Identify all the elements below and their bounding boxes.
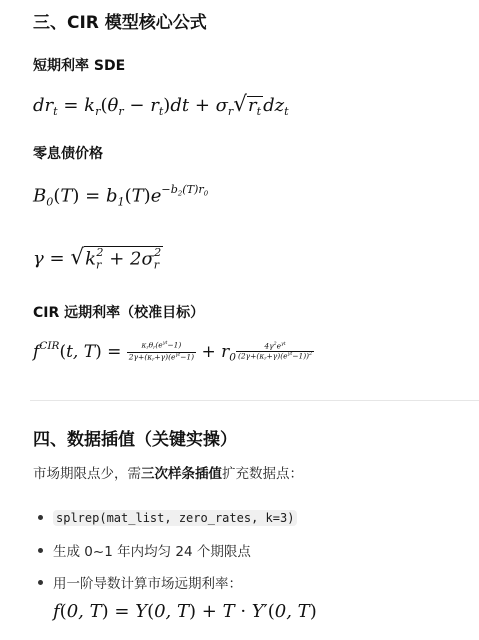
section3-title: 三、CIR 模型核心公式 — [33, 13, 207, 33]
section4-intro — [33, 462, 303, 482]
market-forward-formula: f(0, T) = Y(0, T) + T · Y′(0, T) — [53, 601, 317, 622]
section4-title: 四、数据插值（关键实操） — [33, 430, 237, 450]
bullet-dot — [38, 580, 43, 585]
intro-bold: 三次样条插值 — [141, 466, 222, 482]
forward-fraction-2: $\frac{4\gamma^2e^{\gamma t}}{(2\gamma+(\kappa_r+\gamma)(e^{\gamma t}-1))^2}$ — [237, 341, 313, 363]
intro-suffix: 扩充数据点： — [222, 466, 303, 482]
section-divider — [30, 400, 479, 401]
gamma-formula: $\gamma = √k_r^2 + 2\sigma_r^2$ — [33, 245, 162, 271]
intro-prefix: 市场期限点少，需 — [33, 466, 141, 482]
bullet-item-code — [53, 507, 297, 526]
bullet-dot — [38, 548, 43, 553]
bullet-dot — [38, 515, 43, 520]
bond-heading: 零息债价格 — [33, 146, 103, 162]
forward-fraction-1: $\frac{\kappa_r\theta_r(e^{\gamma t}-1)}{2\gamma+(\kappa_r+\gamma)(e^{\gamma t}-1)}$ — [128, 340, 195, 363]
forward-rate-formula: $f^{CIR}(t$, T) = $\frac{\kappa_r\theta_r(e^{\gamma t}-1)}{2\gamma+(\kappa_r+\gamma)(e^{\gamma t}-1)}$ + $r_0$ $\frac{4\gamma^2e^{\gamma t}}{(2\gamma+(\kappa_r+\gamma)(e^{\gamma t}-1))^2}$ — [33, 340, 313, 364]
bullet-item-grid: 生成 0~1 年内均匀 24 个期限点 — [53, 544, 251, 560]
code-snippet: splrep(mat_list, zero_rates, k=3) — [53, 510, 297, 526]
sde-heading: 短期利率 SDE — [33, 58, 126, 74]
bond-price-formula: $B_0(T) = b_1(T)e^{-b_2(T)r_0}$ — [33, 183, 209, 209]
bullet-item-derivative: 用一阶导数计算市场远期利率： — [53, 576, 242, 592]
forward-rate-heading: CIR 远期利率（校准目标） — [33, 305, 205, 321]
sde-formula: $dr_t = k_r(\theta_r - r_t)dt + \sigma_r√r_t$ $dz_t$ — [33, 92, 289, 118]
